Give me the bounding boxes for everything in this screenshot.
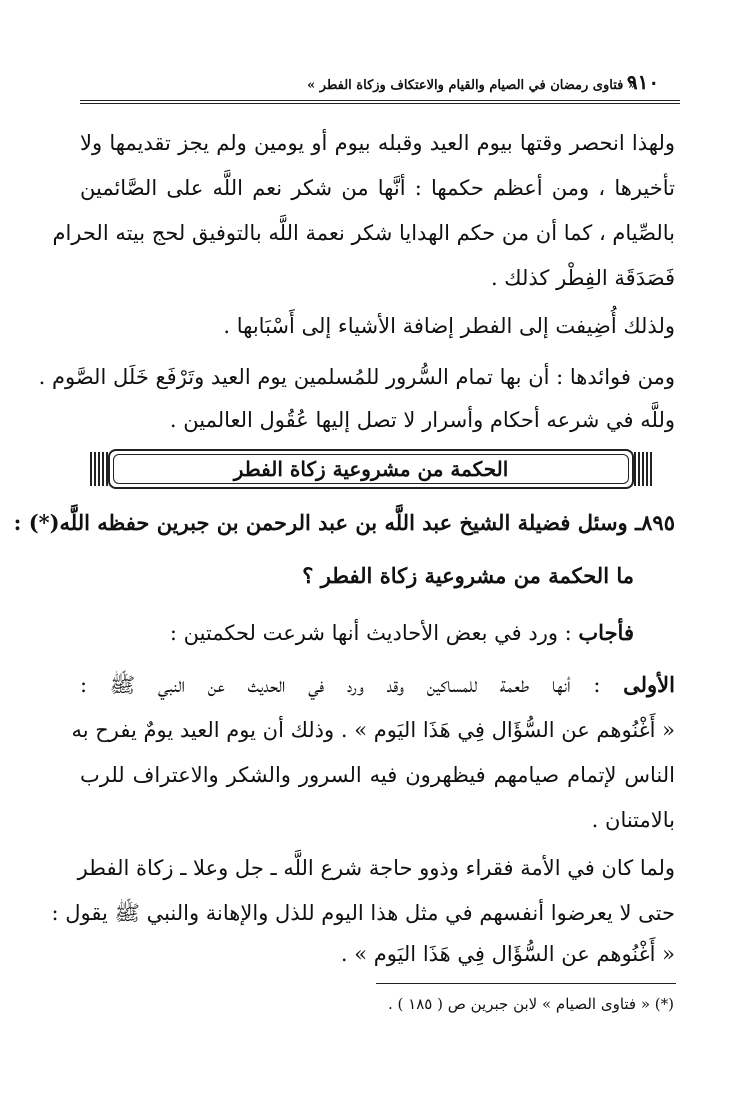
paragraph-line: تأخيرها ، ومن أعظم حكمها : أنَّها من شكر نعم اللَّه على الصَّائمين (80, 176, 675, 200)
answer-label: فأجاب (578, 620, 634, 645)
header-rule-top (80, 100, 680, 101)
fatwa-question: ما الحكمة من مشروعية زكاة الفطر ؟ (302, 563, 634, 588)
paragraph-line: فَصَدَقَة الفِطْر كذلك . (490, 266, 675, 290)
page-number: ٩١٠ (626, 70, 660, 94)
answer-intro-text: : ورد في بعض الأحاديث أنها شرعت لحكمتين : (169, 621, 579, 645)
paragraph-line: الناس لإتمام صيامهم فيظهرون فيه السرور والشكر والاعتراف للرب (80, 763, 675, 787)
paragraph-line: وللَّه في شرعه أحكام وأسرار لا تصل إليها عُقُول العالمين . (169, 408, 675, 432)
answer-intro (79, 611, 634, 655)
paragraph-line: بالامتنان . (591, 808, 675, 832)
running-header-title: « فتاوى رمضان في الصيام والقيام والاعتكاف وزكاة الفطر » (307, 78, 636, 93)
banner-ornament-left (90, 452, 110, 486)
paragraph-line: ولذلك أُضِيفت إلى الفطر إضافة الأشياء إلى أَسْبَابها . (223, 314, 675, 338)
first-wisdom-line (80, 663, 675, 707)
first-wisdom-text: : أنها طعمة للمساكين وقد ورد في الحديث عن النبي ﷺ : (80, 673, 624, 697)
header-rule-bottom (80, 103, 680, 104)
paragraph-line: ولما كان في الأمة فقراء وذوو حاجة شرع اللَّه ـ جل وعلا ـ زكاة الفطر (77, 856, 675, 880)
first-wisdom-label: الأولى (623, 672, 675, 697)
paragraph-line: « أَغْنُوهم عن السُّؤَال فِي هَذَا اليَوم » . وذلك أن يوم العيد يومٌ يفرح به (71, 718, 675, 742)
fatwa-number-line: ٨٩٥ـ وسئل فضيلة الشيخ عبد اللَّه بن عبد الرحمن بن جبرين حفظه اللَّه(*) : (13, 510, 675, 535)
section-banner (108, 449, 634, 489)
paragraph-line: ولهذا انحصر وقتها بيوم العيد وقبله بيوم أو يومين ولم يجز تقديمها ولا (80, 131, 675, 155)
paragraph-line: حتى لا يعرضوا أنفسهم في مثل هذا اليوم للذل والإهانة والنبي ﷺ يقول : (51, 901, 675, 925)
paragraph-line: بالصِّيام ، كما أن من حكم الهدايا شكر نعمة اللَّه بالتوفيق لحج بيته الحرام (52, 221, 675, 245)
section-banner-title: الحكمة من مشروعية زكاة الفطر (113, 454, 629, 484)
paragraph-line: ومن فوائدها : أن بها تمام السُّرور للمُسلمين يوم العيد وتَرْفَع خَلَل الصَّوم . (38, 365, 675, 389)
footnote: (*) « فتاوى الصيام » لابن جبرين ص ( ١٨٥ ) . (388, 995, 674, 1013)
banner-ornament-right (634, 452, 654, 486)
footnote-rule (376, 983, 676, 984)
paragraph-line: « أَغْنُوهم عن السُّؤَال فِي هَذَا اليَوم » . (340, 942, 675, 966)
